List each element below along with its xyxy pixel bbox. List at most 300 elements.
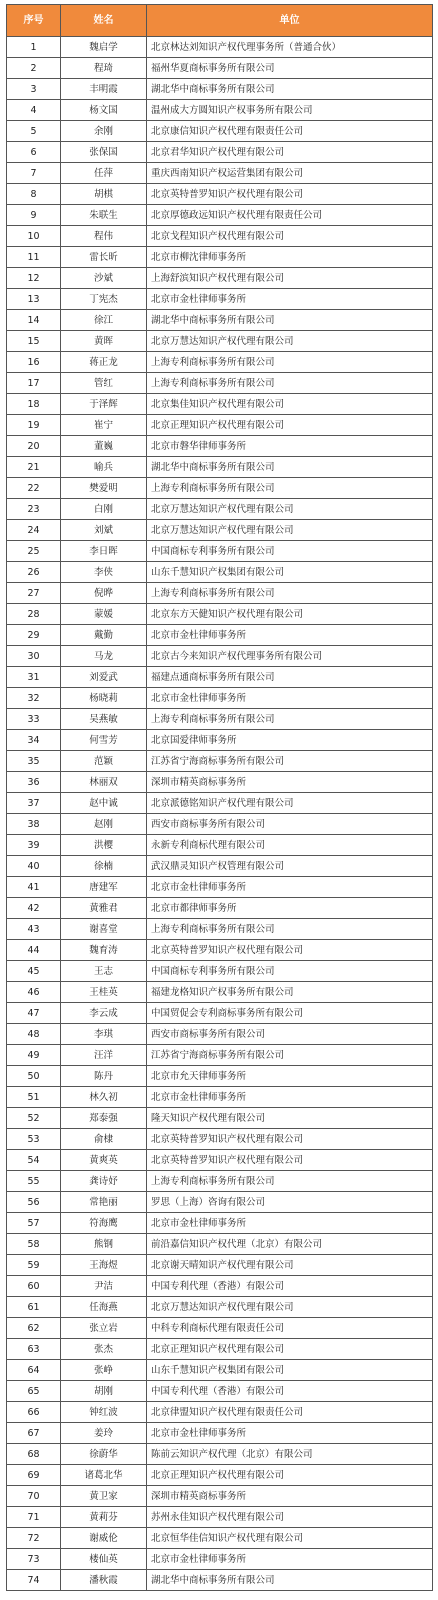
row-name: 刘爱武	[61, 667, 147, 688]
row-name: 唐建军	[61, 877, 147, 898]
row-name: 汪洋	[61, 1045, 147, 1066]
row-index: 64	[7, 1360, 61, 1381]
row-name: 姜玲	[61, 1423, 147, 1444]
table-row	[7, 1087, 433, 1108]
table-row	[7, 793, 433, 814]
row-name: 徐江	[61, 310, 147, 331]
row-index: 2	[7, 58, 61, 79]
row-name: 黄雅君	[61, 898, 147, 919]
row-unit: 北京康信知识产权代理有限责任公司	[147, 121, 433, 142]
row-unit: 北京古今来知识产权代理事务所有限公司	[147, 646, 433, 667]
row-unit: 北京市金杜律师事务所	[147, 625, 433, 646]
row-unit: 北京林达刘知识产权代理事务所（普通合伙）	[147, 37, 433, 58]
row-index: 8	[7, 184, 61, 205]
row-unit: 北京集佳知识产权代理有限公司	[147, 394, 433, 415]
row-unit: 北京正理知识产权代理有限公司	[147, 1339, 433, 1360]
row-name: 管红	[61, 373, 147, 394]
row-name: 马龙	[61, 646, 147, 667]
row-unit: 北京市金杜律师事务所	[147, 289, 433, 310]
row-index: 58	[7, 1234, 61, 1255]
table-row	[7, 940, 433, 961]
row-name: 陈丹	[61, 1066, 147, 1087]
row-name: 张杰	[61, 1339, 147, 1360]
row-unit: 中国商标专利事务所有限公司	[147, 541, 433, 562]
row-unit: 山东千慧知识产权集团有限公司	[147, 562, 433, 583]
row-unit: 北京万慧达知识产权代理有限公司	[147, 331, 433, 352]
row-index: 29	[7, 625, 61, 646]
row-unit: 北京派德铭知识产权代理有限公司	[147, 793, 433, 814]
table-row	[7, 289, 433, 310]
row-unit: 北京英特普罗知识产权代理有限公司	[147, 1150, 433, 1171]
row-name: 徐蔚华	[61, 1444, 147, 1465]
table-row	[7, 226, 433, 247]
row-unit: 深圳市精英商标事务所	[147, 772, 433, 793]
row-unit: 上海专利商标事务所有限公司	[147, 583, 433, 604]
row-name: 张立岩	[61, 1318, 147, 1339]
row-index: 6	[7, 142, 61, 163]
row-unit: 湖北华中商标事务所有限公司	[147, 79, 433, 100]
row-unit: 北京正理知识产权代理有限公司	[147, 1465, 433, 1486]
row-name: 丰明霞	[61, 79, 147, 100]
row-unit: 湖北华中商标事务所有限公司	[147, 1570, 433, 1591]
table-row	[7, 1423, 433, 1444]
table-body	[7, 37, 433, 1591]
row-unit: 北京正理知识产权代理有限公司	[147, 415, 433, 436]
table-row	[7, 247, 433, 268]
row-index: 65	[7, 1381, 61, 1402]
row-index: 39	[7, 835, 61, 856]
table-row	[7, 667, 433, 688]
row-name: 喻兵	[61, 457, 147, 478]
table-row	[7, 1255, 433, 1276]
row-index: 23	[7, 499, 61, 520]
row-unit: 苏州永佳知识产权代理有限公司	[147, 1507, 433, 1528]
table-row	[7, 457, 433, 478]
row-unit: 中国贸促会专利商标事务所有限公司	[147, 1003, 433, 1024]
row-index: 3	[7, 79, 61, 100]
row-index: 15	[7, 331, 61, 352]
row-unit: 深圳市精英商标事务所	[147, 1486, 433, 1507]
row-name: 杨晓莉	[61, 688, 147, 709]
table-row	[7, 982, 433, 1003]
row-index: 55	[7, 1171, 61, 1192]
row-unit: 江苏省宁海商标事务所有限公司	[147, 1045, 433, 1066]
table-row	[7, 1234, 433, 1255]
row-unit: 中国专利代理（香港）有限公司	[147, 1276, 433, 1297]
header-unit: 单位	[147, 5, 433, 37]
row-index: 67	[7, 1423, 61, 1444]
table-row	[7, 877, 433, 898]
row-unit: 北京市磐华律师事务所	[147, 436, 433, 457]
row-index: 53	[7, 1129, 61, 1150]
table-row	[7, 184, 433, 205]
row-unit: 西安市商标事务所有限公司	[147, 814, 433, 835]
row-index: 22	[7, 478, 61, 499]
row-name: 李侠	[61, 562, 147, 583]
row-index: 63	[7, 1339, 61, 1360]
row-unit: 北京英特普罗知识产权代理有限公司	[147, 184, 433, 205]
row-name: 李云成	[61, 1003, 147, 1024]
row-name: 郑泰强	[61, 1108, 147, 1129]
row-unit: 中科专利商标代理有限责任公司	[147, 1318, 433, 1339]
row-name: 黄晖	[61, 331, 147, 352]
row-index: 28	[7, 604, 61, 625]
header-name: 姓名	[61, 5, 147, 37]
row-name: 何雪芳	[61, 730, 147, 751]
table-row	[7, 1108, 433, 1129]
row-unit: 重庆西南知识产权运营集团有限公司	[147, 163, 433, 184]
row-index: 54	[7, 1150, 61, 1171]
row-index: 34	[7, 730, 61, 751]
table-header-row	[7, 5, 433, 37]
row-index: 57	[7, 1213, 61, 1234]
table-row	[7, 541, 433, 562]
header-index: 序号	[7, 5, 61, 37]
row-name: 魏育涛	[61, 940, 147, 961]
table-row	[7, 646, 433, 667]
row-name: 李日晖	[61, 541, 147, 562]
row-unit: 中国专利代理（香港）有限公司	[147, 1381, 433, 1402]
row-name: 谢威伦	[61, 1528, 147, 1549]
row-index: 44	[7, 940, 61, 961]
row-unit: 北京万慧达知识产权代理有限公司	[147, 499, 433, 520]
table-row	[7, 1465, 433, 1486]
row-index: 14	[7, 310, 61, 331]
row-unit: 上海专利商标事务所有限公司	[147, 1171, 433, 1192]
table-row	[7, 1507, 433, 1528]
row-index: 56	[7, 1192, 61, 1213]
row-index: 61	[7, 1297, 61, 1318]
row-unit: 北京市金杜律师事务所	[147, 1087, 433, 1108]
row-unit: 北京市金杜律师事务所	[147, 1213, 433, 1234]
table-row	[7, 1360, 433, 1381]
row-name: 朱联生	[61, 205, 147, 226]
table-row	[7, 856, 433, 877]
row-name: 白刚	[61, 499, 147, 520]
row-name: 崔宁	[61, 415, 147, 436]
row-unit: 隆天知识产权代理有限公司	[147, 1108, 433, 1129]
row-index: 35	[7, 751, 61, 772]
row-name: 蒙媛	[61, 604, 147, 625]
table-row	[7, 583, 433, 604]
table-row	[7, 1045, 433, 1066]
row-name: 黄卫家	[61, 1486, 147, 1507]
row-unit: 北京市都律师事务所	[147, 898, 433, 919]
row-unit: 北京戈程知识产权代理有限公司	[147, 226, 433, 247]
row-unit: 福建点通商标事务所有限公司	[147, 667, 433, 688]
row-index: 25	[7, 541, 61, 562]
row-index: 36	[7, 772, 61, 793]
row-index: 51	[7, 1087, 61, 1108]
row-index: 73	[7, 1549, 61, 1570]
row-name: 于泽辉	[61, 394, 147, 415]
row-name: 林久初	[61, 1087, 147, 1108]
row-index: 31	[7, 667, 61, 688]
row-index: 49	[7, 1045, 61, 1066]
table-row	[7, 709, 433, 730]
row-index: 40	[7, 856, 61, 877]
row-index: 1	[7, 37, 61, 58]
row-unit: 北京市金杜律师事务所	[147, 877, 433, 898]
table-row	[7, 1066, 433, 1087]
row-unit: 北京恒华佳信知识产权代理有限公司	[147, 1528, 433, 1549]
row-index: 10	[7, 226, 61, 247]
row-unit: 北京市金杜律师事务所	[147, 1423, 433, 1444]
row-index: 19	[7, 415, 61, 436]
row-index: 52	[7, 1108, 61, 1129]
table-row	[7, 121, 433, 142]
row-index: 50	[7, 1066, 61, 1087]
row-unit: 山东千慧知识产权集团有限公司	[147, 1360, 433, 1381]
row-index: 26	[7, 562, 61, 583]
row-index: 72	[7, 1528, 61, 1549]
row-index: 60	[7, 1276, 61, 1297]
row-unit: 西安市商标事务所有限公司	[147, 1024, 433, 1045]
row-name: 范颖	[61, 751, 147, 772]
row-name: 魏启学	[61, 37, 147, 58]
row-name: 程琦	[61, 58, 147, 79]
row-name: 李琪	[61, 1024, 147, 1045]
row-name: 王海煜	[61, 1255, 147, 1276]
row-name: 赵中诚	[61, 793, 147, 814]
row-unit: 北京英特普罗知识产权代理有限公司	[147, 940, 433, 961]
row-unit: 陈前云知识产权代理（北京）有限公司	[147, 1444, 433, 1465]
table-row	[7, 1528, 433, 1549]
row-name: 沙斌	[61, 268, 147, 289]
row-unit: 罗思（上海）咨询有限公司	[147, 1192, 433, 1213]
table-row	[7, 625, 433, 646]
row-index: 32	[7, 688, 61, 709]
row-name: 董巍	[61, 436, 147, 457]
row-name: 赵刚	[61, 814, 147, 835]
table-row	[7, 1003, 433, 1024]
row-index: 70	[7, 1486, 61, 1507]
member-table	[6, 4, 433, 1591]
row-unit: 北京市允天律师事务所	[147, 1066, 433, 1087]
row-unit: 北京律盟知识产权代理有限责任公司	[147, 1402, 433, 1423]
row-name: 胡刚	[61, 1381, 147, 1402]
table-row	[7, 1150, 433, 1171]
row-index: 45	[7, 961, 61, 982]
row-name: 杨文国	[61, 100, 147, 121]
table-row	[7, 919, 433, 940]
row-name: 雷长昕	[61, 247, 147, 268]
table-row	[7, 1570, 433, 1591]
row-unit: 上海专利商标事务所有限公司	[147, 919, 433, 940]
row-unit: 中国商标专利事务所有限公司	[147, 961, 433, 982]
row-name: 林丽双	[61, 772, 147, 793]
table-row	[7, 331, 433, 352]
row-unit: 江苏省宁海商标事务所有限公司	[147, 751, 433, 772]
row-name: 张保国	[61, 142, 147, 163]
table-row	[7, 520, 433, 541]
table-row	[7, 79, 433, 100]
row-unit: 上海舒滨知识产权代理有限公司	[147, 268, 433, 289]
table-row	[7, 58, 433, 79]
table-row	[7, 1171, 433, 1192]
table-row	[7, 205, 433, 226]
row-unit: 北京万慧达知识产权代理有限公司	[147, 1297, 433, 1318]
table-row	[7, 898, 433, 919]
row-index: 48	[7, 1024, 61, 1045]
row-index: 30	[7, 646, 61, 667]
table-row	[7, 352, 433, 373]
row-index: 7	[7, 163, 61, 184]
row-unit: 北京市金杜律师事务所	[147, 688, 433, 709]
row-index: 41	[7, 877, 61, 898]
table-row	[7, 415, 433, 436]
row-unit: 上海专利商标事务所有限公司	[147, 709, 433, 730]
row-unit: 福州华夏商标事务所有限公司	[147, 58, 433, 79]
row-index: 12	[7, 268, 61, 289]
table-row	[7, 499, 433, 520]
row-index: 68	[7, 1444, 61, 1465]
table-row	[7, 961, 433, 982]
table-row	[7, 1024, 433, 1045]
row-index: 13	[7, 289, 61, 310]
row-name: 程伟	[61, 226, 147, 247]
row-name: 诸葛北华	[61, 1465, 147, 1486]
row-index: 20	[7, 436, 61, 457]
row-unit: 上海专利商标事务所有限公司	[147, 352, 433, 373]
row-unit: 前沿嘉信知识产权代理（北京）有限公司	[147, 1234, 433, 1255]
table-row	[7, 751, 433, 772]
table-row	[7, 1213, 433, 1234]
row-name: 樊爱明	[61, 478, 147, 499]
row-name: 张峥	[61, 1360, 147, 1381]
table-row	[7, 37, 433, 58]
row-index: 21	[7, 457, 61, 478]
row-index: 16	[7, 352, 61, 373]
row-unit: 湖北华中商标事务所有限公司	[147, 310, 433, 331]
table-row	[7, 310, 433, 331]
row-index: 69	[7, 1465, 61, 1486]
table-row	[7, 1318, 433, 1339]
row-index: 9	[7, 205, 61, 226]
row-name: 谢喜堂	[61, 919, 147, 940]
row-index: 74	[7, 1570, 61, 1591]
row-name: 楼仙英	[61, 1549, 147, 1570]
row-index: 43	[7, 919, 61, 940]
row-name: 余刚	[61, 121, 147, 142]
table-row	[7, 1276, 433, 1297]
row-name: 王志	[61, 961, 147, 982]
row-unit: 北京谢天晴知识产权代理有限公司	[147, 1255, 433, 1276]
row-index: 27	[7, 583, 61, 604]
row-name: 钟红波	[61, 1402, 147, 1423]
table-row	[7, 1297, 433, 1318]
member-table-container	[6, 4, 432, 1591]
row-name: 熊钢	[61, 1234, 147, 1255]
row-index: 33	[7, 709, 61, 730]
row-name: 刘斌	[61, 520, 147, 541]
row-unit: 福建龙格知识产权事务所有限公司	[147, 982, 433, 1003]
table-row	[7, 1339, 433, 1360]
table-row	[7, 1444, 433, 1465]
row-name: 徐楠	[61, 856, 147, 877]
row-name: 潘秋霞	[61, 1570, 147, 1591]
row-unit: 温州成大方圆知识产权事务所有限公司	[147, 100, 433, 121]
row-unit: 北京国爱律师事务所	[147, 730, 433, 751]
table-row	[7, 1129, 433, 1150]
row-name: 洪樱	[61, 835, 147, 856]
row-unit: 北京市金杜律师事务所	[147, 1549, 433, 1570]
table-row	[7, 436, 433, 457]
table-row	[7, 1402, 433, 1423]
row-index: 47	[7, 1003, 61, 1024]
row-name: 丁宪杰	[61, 289, 147, 310]
table-row	[7, 835, 433, 856]
table-row	[7, 142, 433, 163]
table-row	[7, 562, 433, 583]
table-row	[7, 1486, 433, 1507]
table-row	[7, 814, 433, 835]
row-name: 倪晔	[61, 583, 147, 604]
table-row	[7, 100, 433, 121]
row-unit: 北京英特普罗知识产权代理有限公司	[147, 1129, 433, 1150]
row-index: 24	[7, 520, 61, 541]
table-row	[7, 604, 433, 625]
row-name: 蒋正龙	[61, 352, 147, 373]
table-row	[7, 268, 433, 289]
table-row	[7, 688, 433, 709]
row-index: 71	[7, 1507, 61, 1528]
row-index: 4	[7, 100, 61, 121]
row-index: 5	[7, 121, 61, 142]
row-index: 17	[7, 373, 61, 394]
row-name: 黄爽英	[61, 1150, 147, 1171]
row-index: 38	[7, 814, 61, 835]
row-name: 吴燕敏	[61, 709, 147, 730]
row-unit: 上海专利商标事务所有限公司	[147, 478, 433, 499]
row-unit: 北京市柳沈律师事务所	[147, 247, 433, 268]
row-unit: 永新专利商标代理有限公司	[147, 835, 433, 856]
row-index: 46	[7, 982, 61, 1003]
row-name: 符海鹰	[61, 1213, 147, 1234]
table-row	[7, 730, 433, 751]
table-row	[7, 772, 433, 793]
table-row	[7, 163, 433, 184]
row-name: 任海燕	[61, 1297, 147, 1318]
row-unit: 北京东方天健知识产权代理有限公司	[147, 604, 433, 625]
row-index: 37	[7, 793, 61, 814]
row-name: 任萍	[61, 163, 147, 184]
row-index: 62	[7, 1318, 61, 1339]
row-name: 常艳丽	[61, 1192, 147, 1213]
table-row	[7, 394, 433, 415]
table-row	[7, 478, 433, 499]
table-row	[7, 1549, 433, 1570]
row-index: 18	[7, 394, 61, 415]
row-name: 尹洁	[61, 1276, 147, 1297]
row-unit: 北京万慧达知识产权代理有限公司	[147, 520, 433, 541]
row-name: 俞棣	[61, 1129, 147, 1150]
row-name: 戴勤	[61, 625, 147, 646]
row-name: 王桂英	[61, 982, 147, 1003]
row-index: 66	[7, 1402, 61, 1423]
row-index: 59	[7, 1255, 61, 1276]
table-row	[7, 1381, 433, 1402]
row-name: 黄莉芬	[61, 1507, 147, 1528]
row-index: 11	[7, 247, 61, 268]
row-unit: 北京君华知识产权代理有限公司	[147, 142, 433, 163]
row-unit: 北京厚德政远知识产权代理有限责任公司	[147, 205, 433, 226]
row-unit: 武汉鼎灵知识产权管理有限公司	[147, 856, 433, 877]
table-row	[7, 373, 433, 394]
table-row	[7, 1192, 433, 1213]
row-unit: 湖北华中商标事务所有限公司	[147, 457, 433, 478]
row-unit: 上海专利商标事务所有限公司	[147, 373, 433, 394]
